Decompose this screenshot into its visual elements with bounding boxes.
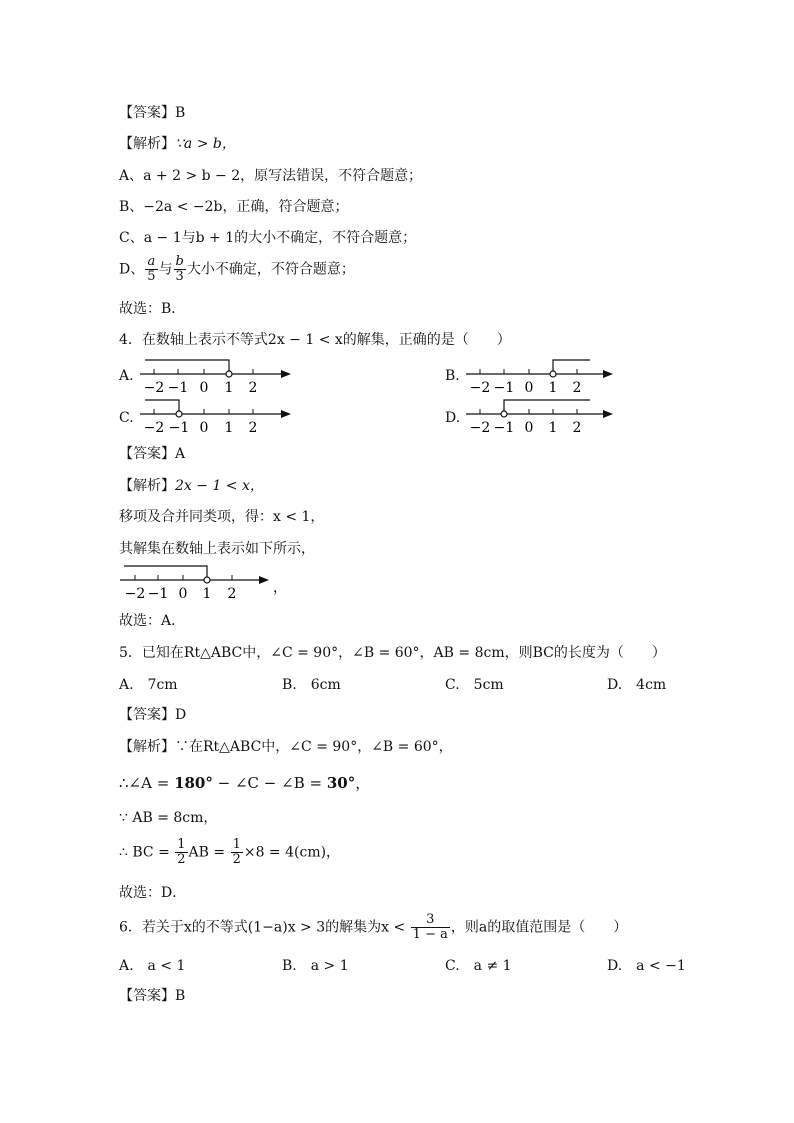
q5-answer: 【答案】D bbox=[119, 707, 187, 723]
tick-label: 1 bbox=[202, 586, 212, 602]
q3-choose: 故选：B． bbox=[119, 301, 186, 317]
tick-label: 0 bbox=[524, 420, 534, 436]
tick-label: 2 bbox=[248, 420, 258, 436]
q5-analysis-2: ∴∠A = 180° − ∠C − ∠B = 30°， bbox=[119, 774, 371, 792]
q6-choice-c: C. a ≠ 1 bbox=[445, 958, 512, 974]
q4-option-a-label: A. bbox=[119, 368, 134, 384]
q5-analysis-4: ∴ BC = $\frac{1}{2}$ AB = $\frac{1}{2}$ ×8 = 4(cm)， bbox=[119, 837, 341, 867]
q6-choice-b: B. a > 1 bbox=[282, 958, 349, 974]
tick-label: 0 bbox=[199, 420, 209, 436]
trailing-comma: ， bbox=[273, 580, 287, 596]
q4-stem: 4．在数轴上表示不等式2x − 1 < x的解集，正确的是（ ） bbox=[119, 332, 511, 348]
tick-label: 0 bbox=[524, 380, 534, 395]
tick-label: 0 bbox=[199, 380, 209, 395]
q4-analysis-1: 【解析】2x − 1 < x， bbox=[119, 478, 264, 494]
tick-label: −2 bbox=[143, 380, 165, 395]
q4-analysis-3: 其解集在数轴上表示如下所示， bbox=[119, 541, 315, 557]
q3-analysis-b: B、−2a < −2b，正确，符合题意； bbox=[119, 199, 349, 215]
q3-analysis-c: C、a − 1与b + 1的大小不确定，不符合题意； bbox=[119, 230, 417, 246]
q5-stem: 5．已知在Rt△ABC中，∠C = 90°，∠B = 60°，AB = 8cm，则BC的长度为（ ） bbox=[119, 645, 666, 661]
q5-choice-a: A. 7cm bbox=[119, 677, 178, 693]
tick-label: −1 bbox=[493, 420, 515, 436]
q4-analysis-2: 移项及合并同类项，得：x < 1， bbox=[119, 509, 325, 525]
fraction-one-half: $\frac{1}{2}$ bbox=[232, 837, 241, 867]
tick-label: −1 bbox=[493, 380, 515, 395]
q4-choose: 故选：A． bbox=[119, 613, 186, 629]
q4-option-c-label: C. bbox=[119, 410, 134, 426]
fraction-b-over-3: $\frac{b}{3}$ bbox=[175, 254, 184, 284]
q4-option-b-numberline bbox=[463, 355, 623, 395]
q4-option-a-numberline bbox=[137, 355, 297, 395]
tick-label: −1 bbox=[147, 586, 169, 602]
tick-label: 2 bbox=[248, 380, 258, 395]
tick-label: 1 bbox=[548, 420, 558, 436]
q5-choose: 故选：D． bbox=[119, 885, 187, 901]
q3-analysis-given: 【解析】∵a > b， bbox=[119, 136, 236, 152]
q3-analysis-d: D、 $\frac{a}{5}$ 与 $\frac{b}{3}$ 大小不确定，不符合题意； bbox=[119, 254, 355, 284]
tick-label: −1 bbox=[168, 420, 190, 436]
tick-label: 1 bbox=[548, 380, 558, 395]
fraction-3-over-1-minus-a: $\frac{3}{1 - a}$ bbox=[412, 912, 448, 942]
tick-label: 0 bbox=[178, 586, 188, 602]
fraction-one-half: $\frac{1}{2}$ bbox=[177, 837, 186, 867]
q4-option-c-numberline bbox=[137, 396, 297, 436]
q6-choice-d: D. a < −1 bbox=[607, 958, 686, 974]
tick-label: −2 bbox=[143, 420, 165, 436]
q5-choice-d: D. 4cm bbox=[607, 677, 667, 693]
q6-choice-a: A. a < 1 bbox=[119, 958, 186, 974]
tick-label: 2 bbox=[227, 586, 237, 602]
q4-option-b-label: B. bbox=[445, 368, 460, 384]
q3-analysis-a: A、a + 2 > b − 2，原写法错误，不符合题意； bbox=[119, 168, 423, 184]
q4-answer: 【答案】A bbox=[119, 446, 186, 462]
q4-option-d-label: D. bbox=[445, 410, 461, 426]
q5-choice-b: B. 6cm bbox=[282, 677, 341, 693]
q6-stem: 6．若关于x的不等式(1−a)x > 3的解集为x < $\frac{3}{1 - a}$ ，则a的取值范围是（ ） bbox=[119, 912, 628, 942]
tick-label: −2 bbox=[124, 586, 146, 602]
q5-analysis-1: 【解析】∵在Rt△ABC中，∠C = 90°，∠B = 60°， bbox=[119, 739, 453, 755]
q5-analysis-3: ∵ AB = 8cm， bbox=[119, 810, 218, 826]
tick-label: −2 bbox=[469, 420, 491, 436]
tick-label: −2 bbox=[469, 380, 491, 395]
fraction-a-over-5: $\frac{a}{5}$ bbox=[147, 254, 156, 284]
tick-label: −1 bbox=[167, 380, 189, 395]
q5-choice-c: C. 5cm bbox=[445, 677, 504, 693]
q4-analysis-numberline bbox=[117, 562, 287, 602]
tick-label: 1 bbox=[224, 380, 234, 395]
q4-option-d-numberline bbox=[463, 396, 623, 436]
tick-label: 2 bbox=[572, 380, 582, 395]
tick-label: 1 bbox=[224, 420, 234, 436]
q3-answer: 【答案】B bbox=[119, 105, 186, 121]
tick-label: 2 bbox=[572, 420, 582, 436]
q6-answer: 【答案】B bbox=[119, 988, 186, 1004]
